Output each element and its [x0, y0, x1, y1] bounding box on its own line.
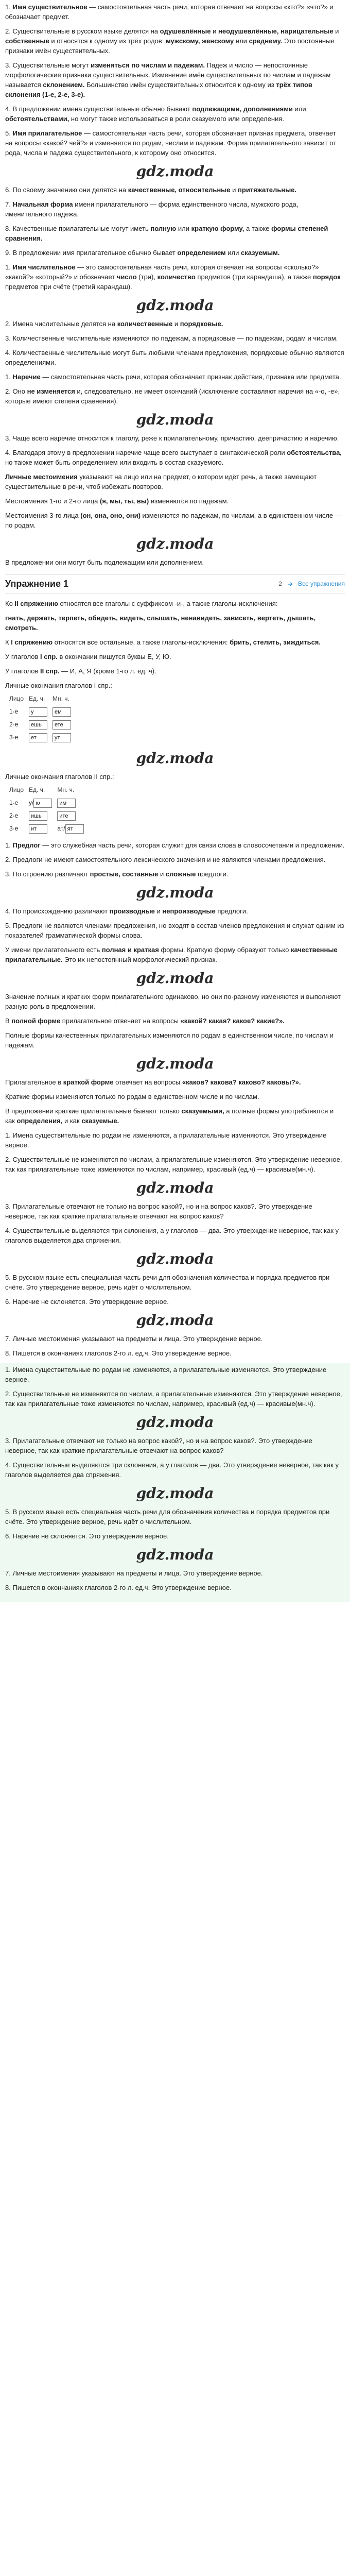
- answer-item-highlighted-7: 7. Личные местоимения указывают на предметы и лица. Это утверждение верное.: [5, 1569, 263, 1577]
- preposition-paragraph-4: 4. По происхождению различают производные и непроизводные предлоги.: [5, 907, 248, 915]
- watermark: gdz.moda: [136, 1414, 214, 1431]
- plural-ending-cell: [57, 796, 89, 809]
- watermark: gdz.moda: [136, 1312, 214, 1329]
- answer-item-6: 6. Наречие не склоняется. Это утверждение верное.: [5, 1298, 169, 1306]
- answer-item-highlighted-4: 4. Существительные выделяются три склонения, а у глаголов — два. Это утверждение неверное, так как у глаголов выделяется два спряжения.: [5, 1461, 339, 1479]
- person-cell: 3-е: [9, 825, 19, 832]
- watermark: gdz.moda: [136, 297, 214, 314]
- person-cell: 2-е: [9, 721, 19, 728]
- table-header-cell: Ед. ч.: [29, 695, 45, 702]
- preposition-paragraph-12: В предложении краткие прилагательные бывают только сказуемыми, а полные формы употребляются и как определения, и как сказуемые.: [5, 1107, 334, 1125]
- exercise-nav: [278, 579, 345, 589]
- answers-section-highlighted: [5, 1365, 345, 1592]
- preposition-paragraph-5: 5. Предлоги не являются членами предложения, но входят в состав членов предложения и служат одним из показателей грамматической формы слова.: [5, 922, 344, 939]
- conjugation-paragraph-2: гнать, держать, терпеть, обидеть, видеть, слышать, ненавидеть, зависеть, вертеть, дышать, смотреть.: [5, 614, 316, 632]
- answer-item-2: 2. Существительные не изменяются по числам, а прилагательные изменяются. Это утверждение неверное, так как прилагательные тоже изменяются по числам, например, красивый (ед.ч) — красивые(мн.ч).: [5, 1156, 342, 1173]
- watermark: gdz.moda: [136, 970, 214, 987]
- singular-ending-cell: [29, 705, 52, 718]
- theory-section-2: [5, 599, 345, 676]
- table-row: [9, 822, 89, 835]
- preposition-paragraph-10: Прилагательное в краткой форме отвечает на вопросы «каков? какова? каково? каковы?».: [5, 1078, 301, 1086]
- theory-paragraph-11: 2. Имена числительные делятся на количественные и порядковые.: [5, 320, 223, 328]
- table-header-cell: Лицо: [9, 695, 24, 702]
- ending-box: ем: [52, 707, 71, 717]
- answer-item-highlighted-5: 5. В русском языке есть специальная часть речи для обозначения количества и порядка предметов при счёте. Это утверждение верное, речь идёт о числительном.: [5, 1508, 330, 1526]
- ending-box: ю: [33, 799, 52, 808]
- exercise-title: Упражнение 1: [5, 579, 68, 589]
- preposition-paragraph-1: 1. Предлог — это служебная часть речи, которая служит для связи слова в словосочетании и предложении.: [5, 841, 345, 849]
- table-header-cell: Мн. ч.: [57, 786, 75, 793]
- answer-item-highlighted-1: 1. Имена существительные по родам не изменяются, а прилагательные изменяются. Это утверждение верное.: [5, 1366, 327, 1383]
- ending-box: ешь: [29, 720, 47, 730]
- theory-paragraph-21: В предложении они могут быть подлежащим или дополнением.: [5, 558, 204, 566]
- person-cell: 1-е: [9, 799, 19, 806]
- plural-ending-cell: ат/ ят: [57, 822, 89, 835]
- answer-item-8: 8. Пишется в окончаниях глаголов 2-го л. ед.ч. Это утверждение верное.: [5, 1349, 232, 1357]
- singular-ending-cell: [29, 809, 57, 822]
- ending-box: ите: [57, 811, 76, 821]
- watermark: gdz.moda: [136, 1250, 214, 1267]
- answer-item-3: 3. Прилагательные отвечают не только на вопрос какой?, но и на вопрос каков?. Это утверждение неверное, так как краткие прилагательные отвечают на вопрос каков?: [5, 1202, 312, 1220]
- watermark: gdz.moda: [136, 1179, 214, 1196]
- table-row: [9, 731, 76, 744]
- table-row: [9, 705, 76, 718]
- endings-table-2: [9, 784, 89, 835]
- answer-item-highlighted-6: 6. Наречие не склоняется. Это утверждение верное.: [5, 1532, 169, 1540]
- person-cell: 1-е: [9, 708, 19, 715]
- plural-ending-cell: [52, 705, 76, 718]
- answer-item-4: 4. Существительные выделяются три склонения, а у глаголов — два. Это утверждение неверное, так как у глаголов выделяется два спряжения.: [5, 1227, 339, 1244]
- answers-section: [5, 1130, 345, 1358]
- table-row: [9, 809, 89, 822]
- theory-paragraph-8: 8. Качественные прилагательные могут иметь полную или краткую форму, а также формы степеней сравнения.: [5, 225, 328, 242]
- watermark: gdz.moda: [136, 1055, 214, 1072]
- theory-paragraph-9: 9. В предложении имя прилагательное обычно бывает определением или сказуемым.: [5, 249, 280, 257]
- watermark: gdz.moda: [136, 884, 214, 901]
- theory-paragraph-13: 4. Количественные числительные могут быть любыми членами предложения, порядковые обычно являются определениями.: [5, 349, 344, 366]
- watermark: gdz.moda: [136, 535, 214, 552]
- preposition-paragraph-2: 2. Предлоги не имеют самостоятельного лексического значения и не являются членами предложения.: [5, 856, 326, 863]
- person-cell: 3-е: [9, 734, 19, 741]
- answer-item-highlighted-3: 3. Прилагательные отвечают не только на вопрос какой?, но и на вопрос каков?. Это утверждение неверное, так как краткие прилагательные отвечают на вопрос каков?: [5, 1437, 312, 1454]
- singular-ending-cell: у/ ю: [29, 796, 57, 809]
- theory-paragraph-4: 4. В предложении имена существительные обычно бывают подлежащими, дополнениями или обстоятельствами, но могут также использоваться в роли сказуемого или определения.: [5, 105, 306, 123]
- table-row: [9, 718, 76, 731]
- watermark: gdz.moda: [136, 163, 214, 180]
- table-header-cell: Лицо: [9, 786, 24, 793]
- ending-box: у: [29, 707, 47, 717]
- theory-paragraph-19: Местоимения 1-го и 2-го лица (я, мы, ты, вы) изменяются по падежам.: [5, 497, 229, 505]
- table-caption-2: Личные окончания глаголов II спр.:: [5, 773, 114, 781]
- answer-item-5: 5. В русском языке есть специальная часть речи для обозначения количества и порядка предметов при счёте. Это утверждение верное, речь идёт о числительном.: [5, 1274, 330, 1291]
- theory-section-3: [5, 840, 345, 1126]
- watermark: gdz.moda: [136, 411, 214, 428]
- ending-box: ет: [29, 733, 47, 742]
- preposition-paragraph-9: Полные формы качественных прилагательных изменяются по родам в единственном числе, по числам и падежам.: [5, 1031, 334, 1049]
- highlighted-answers: [0, 1363, 350, 1602]
- singular-ending-cell: [29, 822, 57, 835]
- conjugation-paragraph-1: Ко II спряжению относятся все глаголы с суффиксом -и-, а также глаголы-исключения:: [5, 600, 278, 607]
- preposition-paragraph-11: Краткие формы изменяются только по родам в единственном числе и по числам.: [5, 1093, 259, 1100]
- theory-paragraph-1: 1. Имя существительное — самостоятельная часть речи, которая отвечает на вопросы «кто?» «что?» и обозначает предмет.: [5, 3, 334, 21]
- page-number: 2: [278, 580, 283, 587]
- table-caption-1: Личные окончания глаголов I спр.:: [5, 682, 112, 689]
- singular-ending-cell: [29, 718, 52, 731]
- ending-box: ут: [52, 733, 71, 742]
- theory-paragraph-15: 2. Оно не изменяется и, следовательно, не имеет окончаний (исключение составляют наречия на «-о, -е», которые имеют степени сравнения).: [5, 387, 340, 405]
- conjugation-paragraph-5: У глаголов II спр. — И, А, Я (кроме 1-го л. ед. ч).: [5, 667, 156, 675]
- theory-paragraph-7: 7. Начальная форма имени прилагательного — форма единственного числа, мужского рода, именительного падежа.: [5, 200, 299, 218]
- ending-box: ете: [52, 720, 71, 730]
- arrow-right-icon[interactable]: ➜: [287, 580, 293, 588]
- exercise-header: [5, 574, 345, 594]
- plural-ending-cell: [52, 731, 76, 744]
- plural-ending-cell: [52, 718, 76, 731]
- watermark: gdz.moda: [136, 1485, 214, 1502]
- person-cell: 2-е: [9, 812, 19, 819]
- conjugation-paragraph-3: К I спряжению относятся все остальные, а также глаголы-исключения: брить, стелить, зиждиться.: [5, 638, 321, 646]
- theory-paragraph-18: Личные местоимения указывают на лицо или на предмет, о котором идёт речь, а также замещают существительные в речи, чтоб избежать повторов.: [5, 473, 317, 490]
- theory-paragraph-12: 3. Количественные числительные изменяются по падежам, а порядковые — по падежам, родам и числам.: [5, 334, 338, 342]
- preposition-paragraph-6: У имени прилагательного есть полная и краткая формы. Краткую форму образуют только качественные прилагательные. Это их непостоянный морфологический признак.: [5, 946, 338, 963]
- preposition-paragraph-7: Значение полных и кратких форм прилагательного одинаково, но они по-разному изменяются и выполняют разную роль в предложении.: [5, 993, 341, 1010]
- table-row: [9, 796, 89, 809]
- theory-paragraph-10: 1. Имя числительное — это самостоятельная часть речи, которая отвечает на вопросы «сколько?» «какой?» «который?» и обозначает число (три), количество предметов (три карандаша), а также порядок предметов при счёте (третий карандаш).: [5, 263, 341, 291]
- theory-section-1: [5, 2, 345, 567]
- theory-paragraph-17: 4. Благодаря этому в предложении наречие чаще всего выступает в синтаксической роли обстоятельства, но также может быть определением или входить в состав сказуемого.: [5, 449, 342, 466]
- answer-item-1: 1. Имена существительные по родам не изменяются, а прилагательные изменяются. Это утверждение верное.: [5, 1131, 327, 1149]
- theory-paragraph-5: 5. Имя прилагательное — самостоятельная часть речи, которая обозначает признак предмета, отвечает на вопросы «какой? чей?» и изменяется по родам, числам и падежам. Форма прилагательного зависит от рода, числа и падежа существительного, к которому оно относится.: [5, 129, 337, 157]
- plural-ending-cell: [57, 809, 89, 822]
- preposition-paragraph-8: В полной форме прилагательное отвечает на вопросы «какой? какая? какое? какие?».: [5, 1017, 285, 1025]
- all-exercises-link[interactable]: Все упражнения: [297, 580, 345, 587]
- theory-paragraph-2: 2. Существительные в русском языке делятся на одушевлённые и неодушевлённые, нарицательные и собственные и относятся к одному из трёх родов: мужскому, женскому или среднему. Это постоянные признаки имён существительных.: [5, 27, 339, 55]
- endings-table-1: [9, 692, 76, 744]
- ending-box: ит: [29, 824, 47, 834]
- ending-box: ишь: [29, 811, 47, 821]
- table-header-cell: Мн. ч.: [52, 695, 69, 702]
- theory-paragraph-16: 3. Чаще всего наречие относится к глаголу, реже к прилагательному, причастию, деепричастию и наречию.: [5, 434, 339, 442]
- theory-paragraph-20: Местоимения 3-го лица (он, она, оно, они) изменяются по падежам, по числам, а в единственном числе — по родам.: [5, 512, 342, 529]
- theory-paragraph-6: 6. По своему значению они делятся на качественные, относительные и притяжательные.: [5, 186, 297, 194]
- theory-paragraph-3: 3. Существительные могут изменяться по числам и падежам. Падеж и число — непостоянные морфологические признаки существительных. Изменение имён существительных по числам и падежам называется склонением. Большинство имён существительных относится к одному из трёх типов склонения (1-е, 2-е, 3-е).: [5, 61, 331, 98]
- theory-paragraph-14: 1. Наречие — самостоятельная часть речи, которая обозначает признак действия, признака или предмета.: [5, 373, 341, 381]
- ending-box: ят: [65, 824, 84, 834]
- answer-item-highlighted-2: 2. Существительные не изменяются по числам, а прилагательные изменяются. Это утверждение неверное, так как прилагательные тоже изменяются по числам, например, красивый (ед.ч) — красивые(мн.ч).: [5, 1390, 342, 1408]
- singular-ending-cell: [29, 731, 52, 744]
- preposition-paragraph-3: 3. По строению различают простые, составные и сложные предлоги.: [5, 870, 229, 878]
- watermark: gdz.moda: [136, 750, 214, 767]
- table-header-cell: Ед. ч.: [29, 786, 45, 793]
- answer-item-7: 7. Личные местоимения указывают на предметы и лица. Это утверждение верное.: [5, 1335, 263, 1343]
- conjugation-paragraph-4: У глаголов I спр. в окончании пишутся буквы Е, У, Ю.: [5, 653, 171, 660]
- ending-box: им: [57, 799, 76, 808]
- watermark: gdz.moda: [136, 1546, 214, 1563]
- answer-item-highlighted-8: 8. Пишется в окончаниях глаголов 2-го л. ед.ч. Это утверждение верное.: [5, 1584, 232, 1591]
